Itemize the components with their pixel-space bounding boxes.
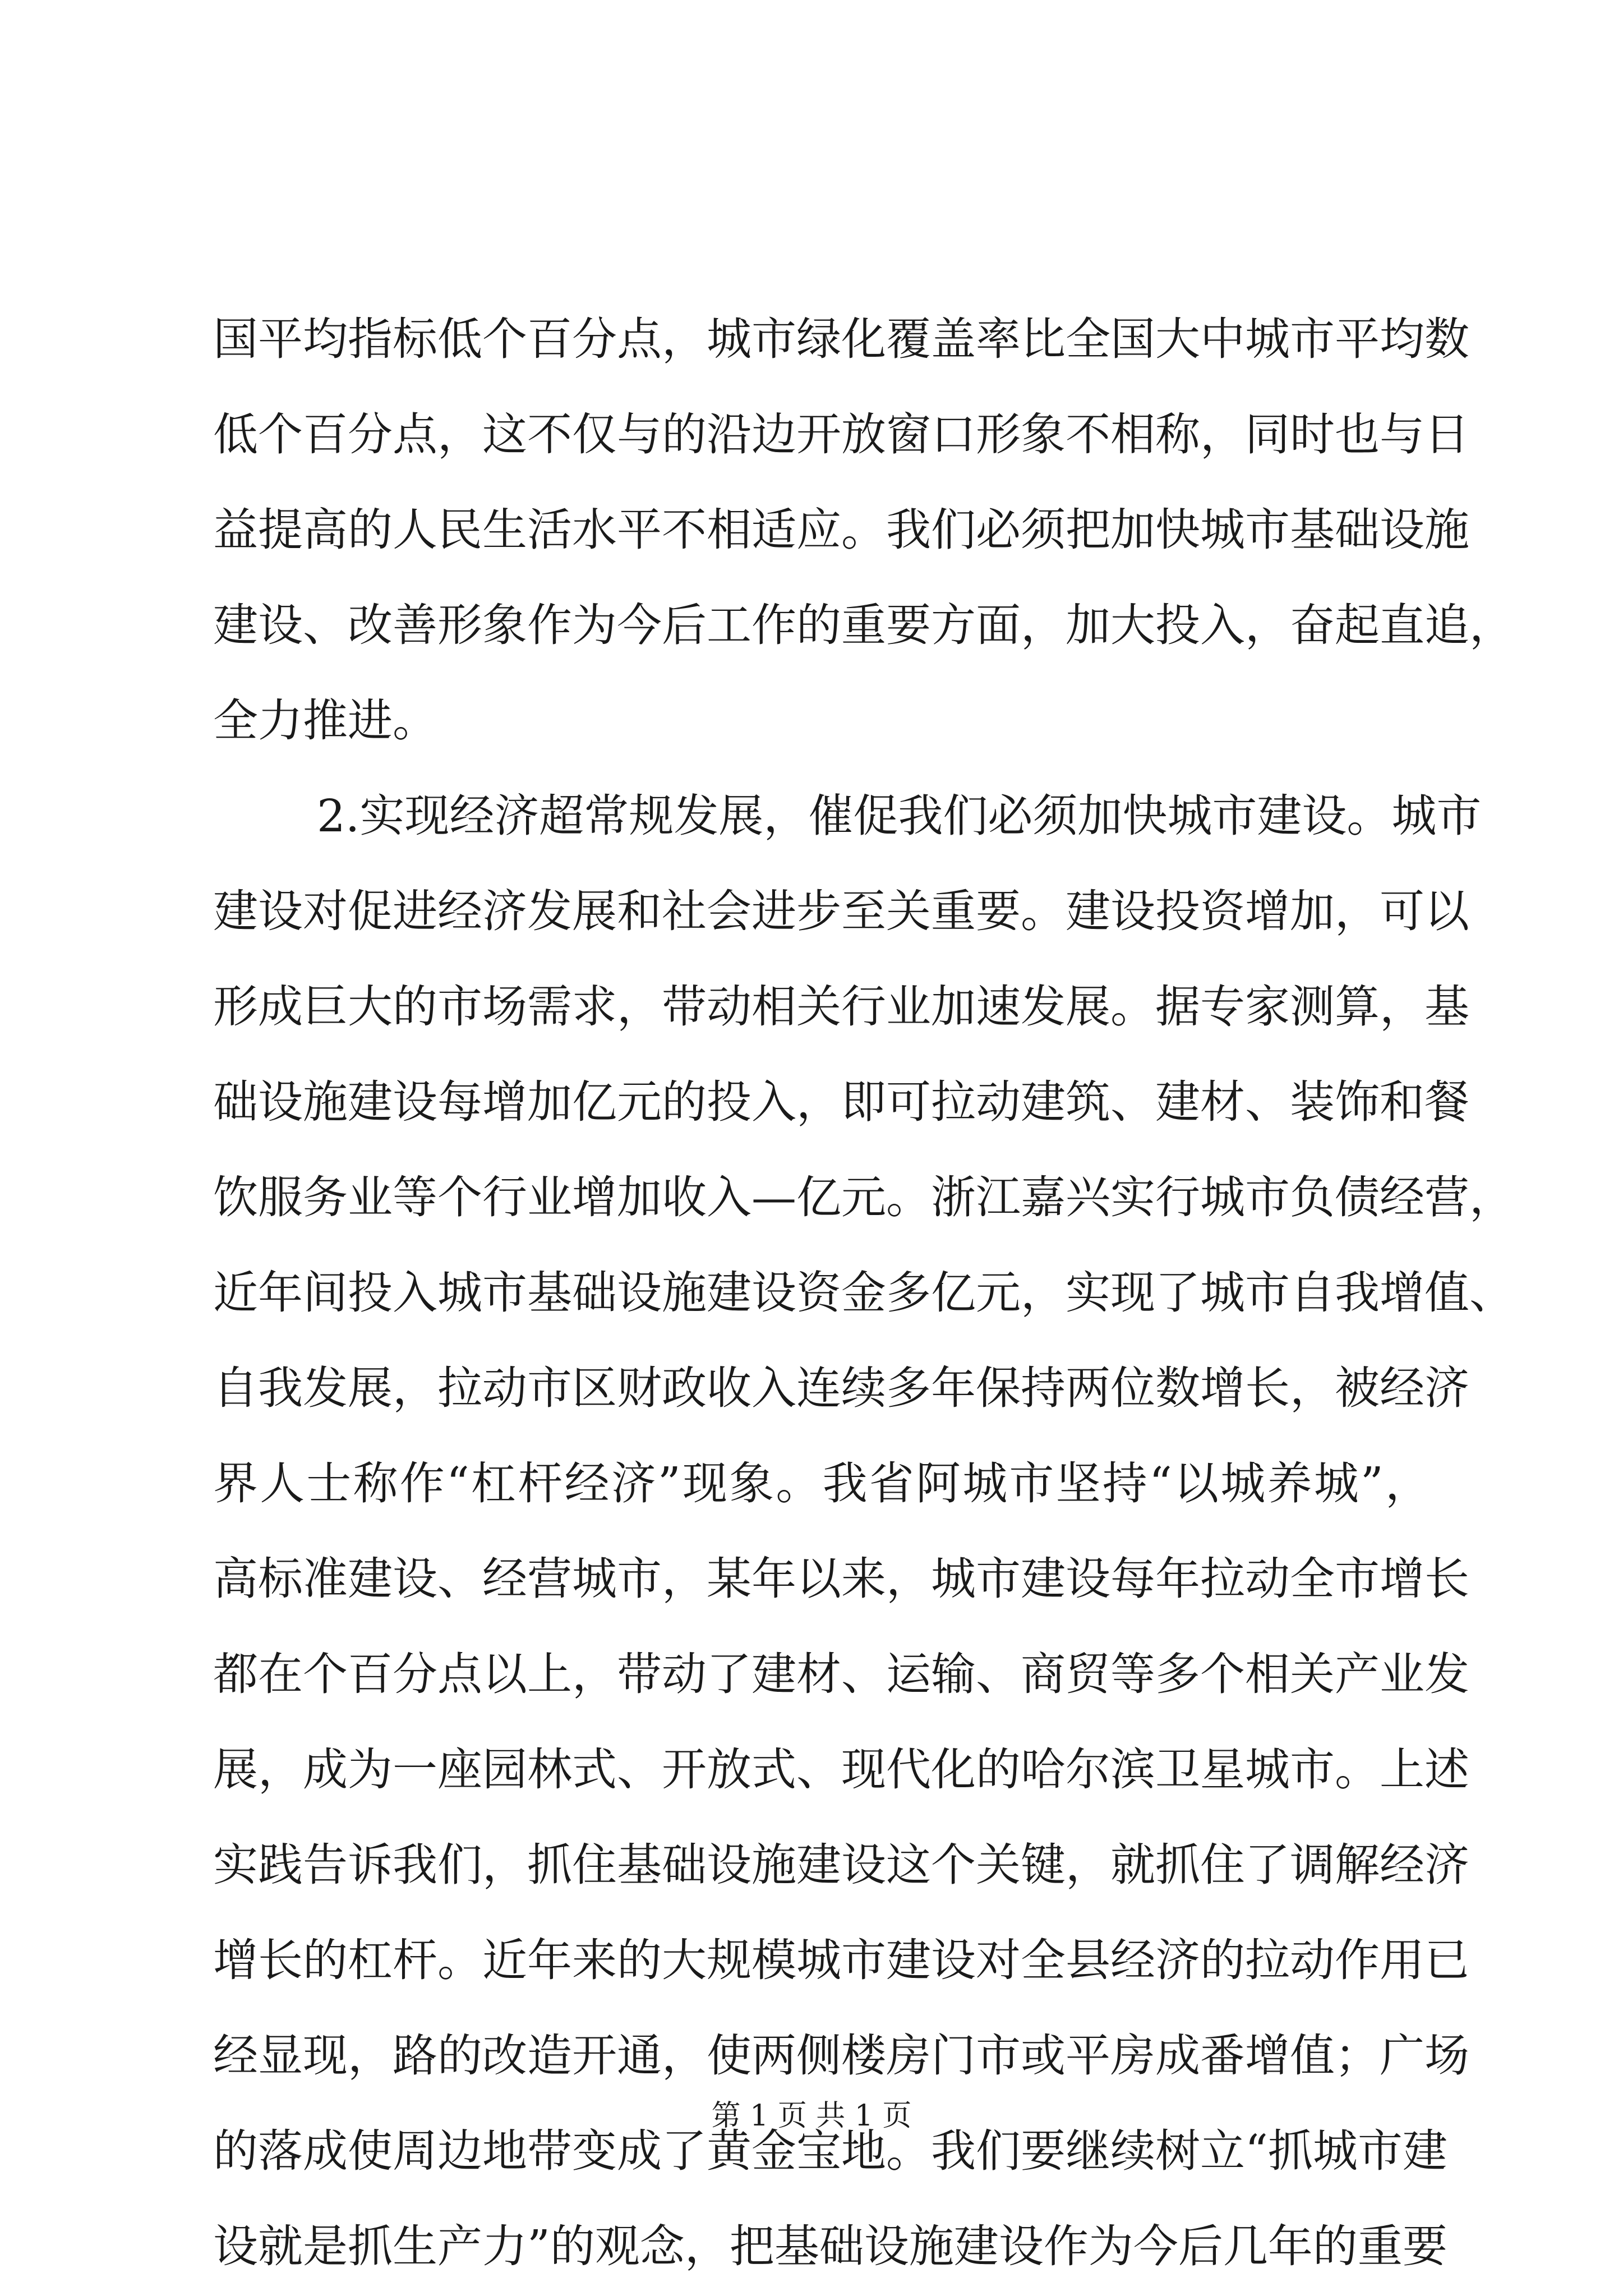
text-line: 建设、改善形象作为今后工作的重要方面，加大投入，奋起直追， xyxy=(213,599,1514,651)
text-line: 设就是抓生产力”的观念，把基础设施建设作为今后几年的重要 xyxy=(213,2220,1447,2272)
text-line: 自我发展，拉动市区财政收入连续多年保持两位数增长，被经济 xyxy=(213,1362,1469,1414)
text-line: 国平均指标低个百分点，城市绿化覆盖率比全国大中城市平均数 xyxy=(213,313,1469,365)
text-line: 都在个百分点以上，带动了建材、运输、商贸等多个相关产业发 xyxy=(213,1648,1469,1700)
text-line: 近年间投入城市基础设施建设资金多亿元，实现了城市自我增值、 xyxy=(213,1267,1514,1319)
text-line: 础设施建设每增加亿元的投入，即可拉动建筑、建材、装饰和餐 xyxy=(213,1076,1469,1128)
text-line: 低个百分点，这不仅与的沿边开放窗口形象不相称，同时也与日 xyxy=(213,408,1469,461)
text-line: 经显现，路的改造开通，使两侧楼房门市或平房成番增值；广场 xyxy=(213,2030,1469,2082)
text-line: 界人士称作“杠杆经济”现象。我省阿城市坚持“以城养城”， xyxy=(213,1457,1430,1510)
text-line: 建设对促进经济发展和社会进步至关重要。建设投资增加，可以 xyxy=(213,885,1469,937)
text-line: 的落成使周边地带变成了黄金宝地。我们要继续树立“抓城市建 xyxy=(213,2125,1447,2177)
text-line: 高标准建设、经营城市，某年以来，城市建设每年拉动全市增长 xyxy=(213,1553,1469,1605)
text-line-paragraph-start: 2.实现经济超常规发展，催促我们必须加快城市建设。城市 xyxy=(317,790,1482,842)
text-line: 全力推进。 xyxy=(213,694,437,747)
text-line: 形成巨大的市场需求，带动相关行业加速发展。据专家测算，基 xyxy=(213,981,1469,1033)
text-line: 增长的杠杆。近年来的大规模城市建设对全县经济的拉动作用已 xyxy=(213,1934,1469,1986)
text-line: 饮服务业等个行业增加收入—亿元。浙江嘉兴实行城市负债经营， xyxy=(213,1171,1514,1223)
body-text xyxy=(213,292,1514,2294)
text-line: 实践告诉我们，抓住基础设施建设这个关键，就抓住了调解经济 xyxy=(213,1839,1469,1891)
page-number-footer: 第 1 页 共 1 页 xyxy=(711,2099,912,2133)
text-line: 展，成为一座园林式、开放式、现代化的哈尔滨卫星城市。上述 xyxy=(213,1743,1469,1796)
text-line: 益提高的人民生活水平不相适应。我们必须把加快城市基础设施 xyxy=(213,504,1469,556)
